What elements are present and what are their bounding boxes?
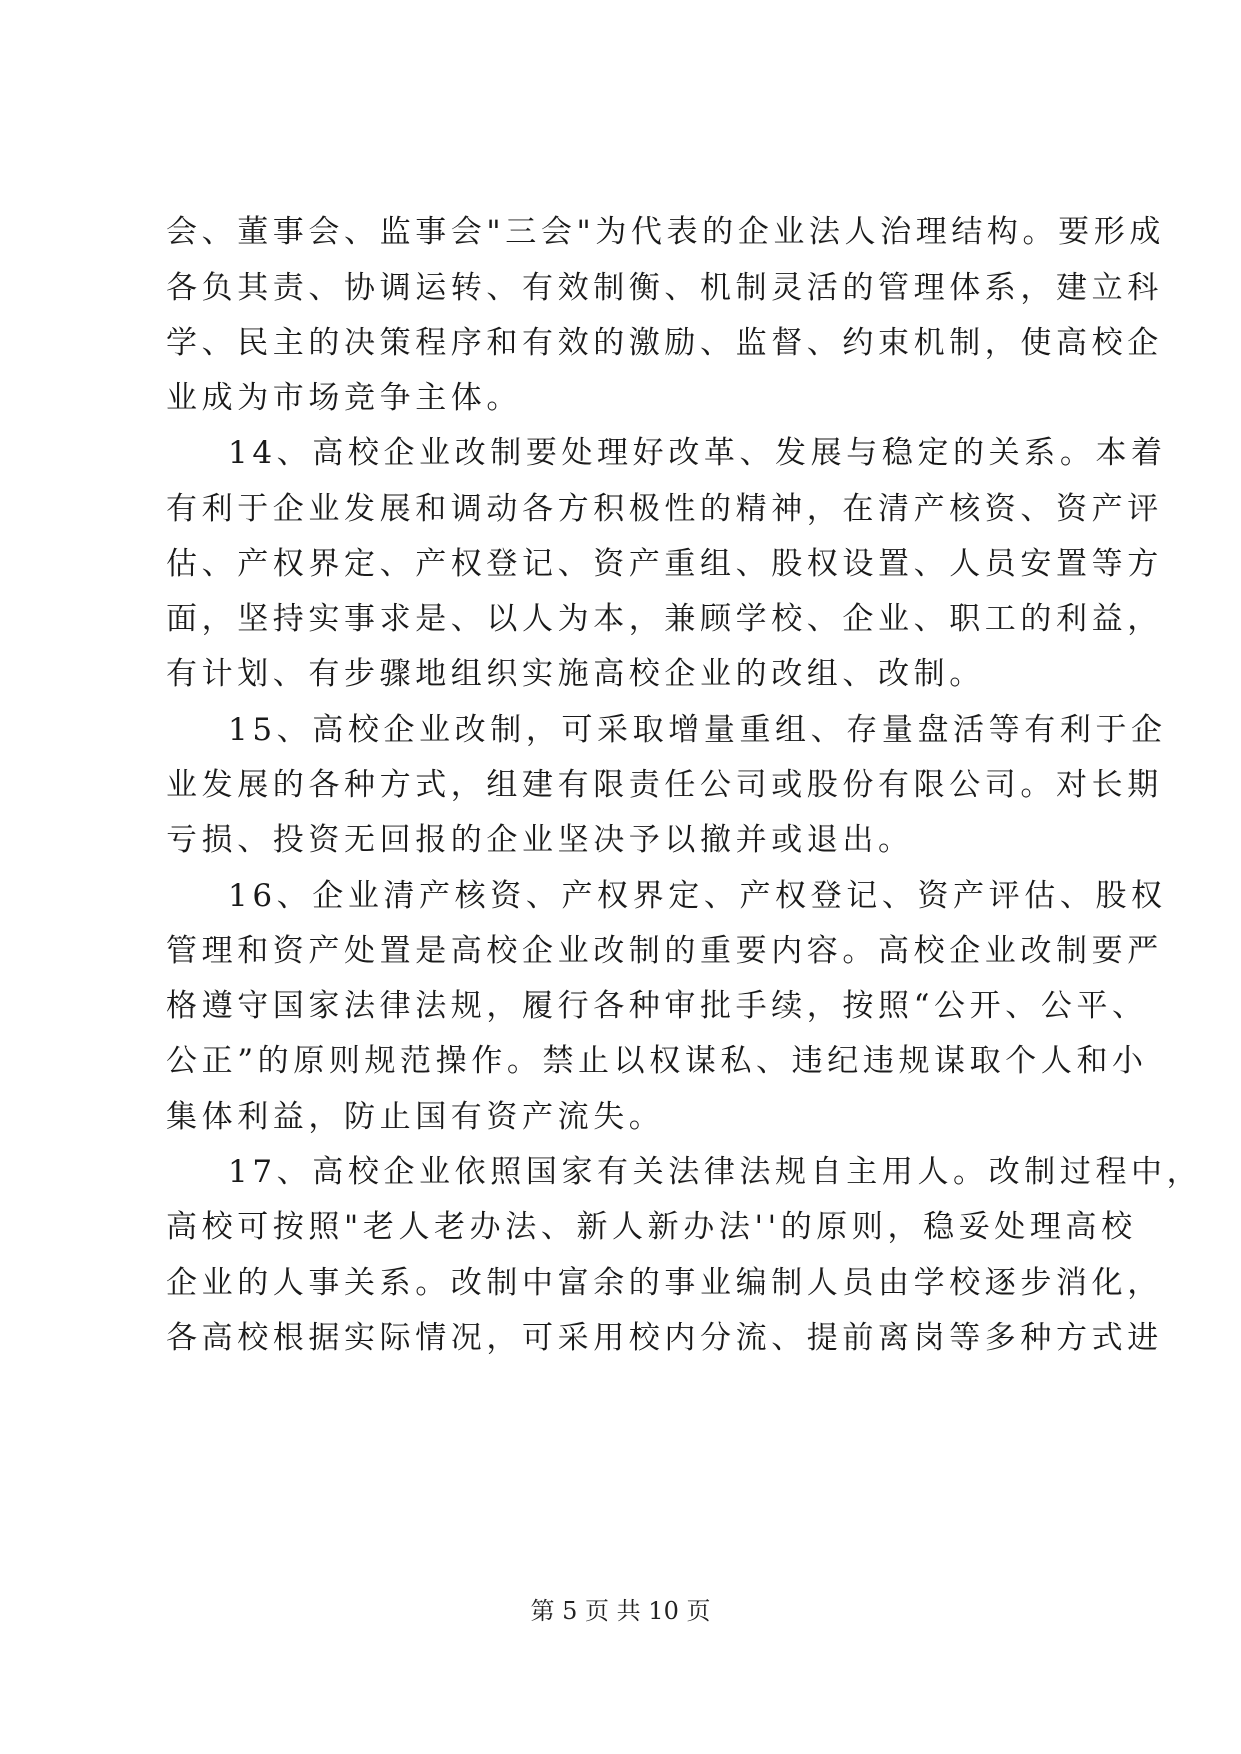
text-line: 估、产权界定、产权登记、资产重组、股权设置、人员安置等方	[166, 546, 1163, 582]
text-line: 各高校根据实际情况，可采用校内分流、提前离岗等多种方式进	[166, 1320, 1163, 1356]
text-line: 集体利益，防止国有资产流失。	[166, 1099, 665, 1135]
text-line: 亏损、投资无回报的企业坚决予以撤并或退出。	[166, 822, 914, 858]
text-line: 各负其责、协调运转、有效制衡、机制灵活的管理体系，建立科	[166, 270, 1163, 306]
text-line: 业发展的各种方式，组建有限责任公司或股份有限公司。对长期	[166, 767, 1163, 803]
text-line: 管理和资产处置是高校企业改制的重要内容。高校企业改制要严	[166, 933, 1163, 969]
text-line: 公正”的原则规范操作。禁止以权谋私、违纪违规谋取个人和小	[166, 1043, 1148, 1079]
paragraph-17-start: 17、高校企业依照国家有关法律法规自主用人。改制过程中，	[228, 1154, 1203, 1190]
text-line: 格遵守国家法律法规，履行各种审批手续，按照“公开、公平、	[166, 988, 1148, 1024]
text-line: 企业的人事关系。改制中富余的事业编制人员由学校逐步消化，	[166, 1265, 1163, 1301]
text-line: 学、民主的决策程序和有效的激励、监督、约束机制，使高校企	[166, 325, 1163, 361]
paragraph-16-start: 16、企业清产核资、产权界定、产权登记、资产评估、股权	[228, 878, 1167, 914]
paragraph-15-start: 15、高校企业改制，可采取增量重组、存量盘活等有利于企	[228, 712, 1167, 748]
text-line: 业成为市场竞争主体。	[166, 380, 522, 416]
text-line: 高校可按照"老人老办法、新人新办法''的原则，稳妥处理高校	[166, 1209, 1137, 1245]
text-line: 有计划、有步骤地组织实施高校企业的改组、改制。	[166, 656, 985, 692]
paragraph-14-start: 14、高校企业改制要处理好改革、发展与稳定的关系。本着	[228, 435, 1167, 471]
text-line: 会、董事会、监事会"三会"为代表的企业法人治理结构。要形成	[166, 214, 1165, 250]
page-number-footer: 第 5 页 共 10 页	[530, 1597, 711, 1625]
text-line: 有利于企业发展和调动各方积极性的精神，在清产核资、资产评	[166, 491, 1163, 527]
text-line: 面，坚持实事求是、以人为本，兼顾学校、企业、职工的利益，	[166, 601, 1163, 637]
